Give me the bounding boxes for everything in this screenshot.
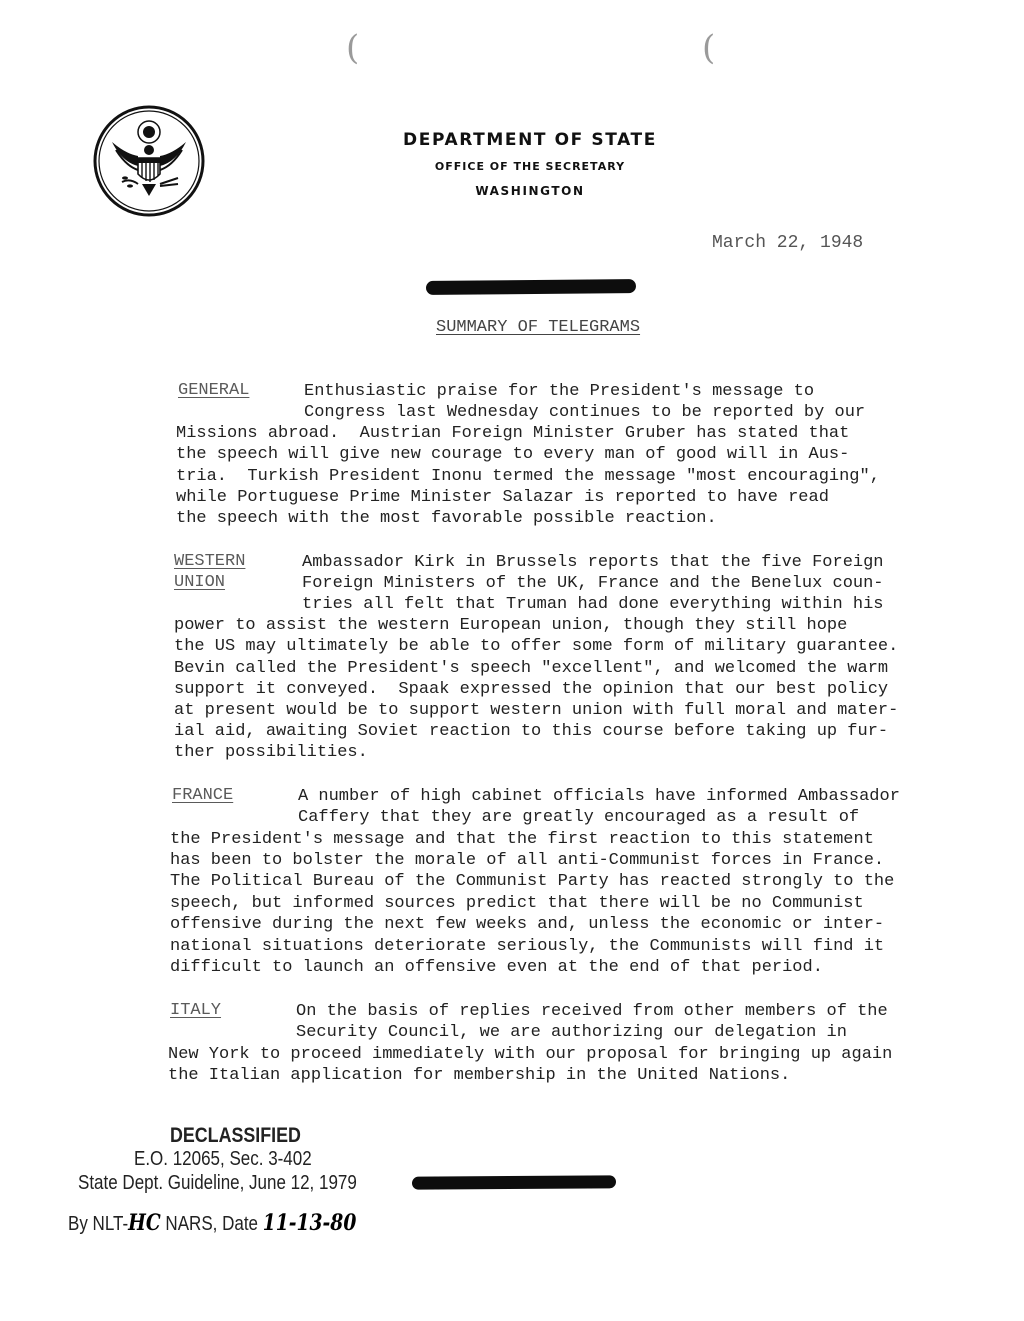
letterhead-department: DEPARTMENT OF STATE xyxy=(403,130,657,150)
france-line-6: speech, but informed sources predict that there will be no Communist xyxy=(170,894,864,913)
italy-line-2: Security Council, we are authorizing our delegation in xyxy=(296,1023,847,1042)
western-line-10: ther possibilities. xyxy=(174,743,368,762)
section-heading-general: GENERAL xyxy=(178,381,250,400)
section-heading-france: FRANCE xyxy=(172,786,234,805)
general-line-5: tria. Turkish President Inonu termed the message "most encouraging", xyxy=(176,467,880,486)
guideline-line: State Dept. Guideline, June 12, 1979 xyxy=(78,1172,357,1194)
general-line-6: while Portuguese Prime Minister Salazar is reported to have read xyxy=(176,488,829,507)
section-heading-italy: ITALY xyxy=(170,1001,222,1020)
france-line-8: national situations deteriorate seriously, the Communists will find it xyxy=(170,937,885,956)
western-line-7: support it conveyed. Spaak expressed the opinion that our best policy xyxy=(174,680,889,699)
italy-line-4: the Italian application for membership in the United Nations. xyxy=(168,1066,791,1085)
redaction-bar-top xyxy=(426,279,636,295)
western-line-6: Bevin called the President's speech "excellent", and welcomed the warm xyxy=(174,659,889,678)
general-line-3: Missions abroad. Austrian Foreign Minister Gruber has stated that xyxy=(176,424,850,443)
western-line-1: Ambassador Kirk in Brussels reports that the five Foreign xyxy=(302,553,884,572)
letterhead-city: WASHINGTON xyxy=(475,184,585,198)
executive-order-line: E.O. 12065, Sec. 3-402 xyxy=(134,1148,312,1170)
france-line-9: difficult to launch an offensive even at the end of that period. xyxy=(170,958,823,977)
western-line-5: the US may ultimately be able to offer some form of military guarantee. xyxy=(174,637,899,656)
general-line-4: the speech will give new courage to every man of good will in Aus- xyxy=(176,445,850,464)
western-line-4: power to assist the western European union, though they still hope xyxy=(174,616,848,635)
department-seal-icon xyxy=(92,104,206,218)
letterhead-office: OFFICE OF THE SECRETARY xyxy=(434,160,626,173)
document-title: SUMMARY OF TELEGRAMS xyxy=(436,318,641,337)
general-line-2: Congress last Wednesday continues to be reported by our xyxy=(304,403,866,422)
nars-label: NARS, Date xyxy=(160,1213,263,1235)
france-line-4: has been to bolster the morale of all anti-Communist forces in France. xyxy=(170,851,885,870)
section-heading-western: WESTERN xyxy=(174,552,246,571)
italy-line-1: On the basis of replies received from other members of the xyxy=(296,1002,888,1021)
handwritten-initials: HC xyxy=(128,1210,161,1236)
general-line-1: Enthusiastic praise for the President's message to xyxy=(304,382,815,401)
faint-mark-left: ( xyxy=(346,28,360,68)
western-line-2: Foreign Ministers of the UK, France and the Benelux coun- xyxy=(302,574,884,593)
document-date: March 22, 1948 xyxy=(712,233,864,253)
by-prefix: By NLT- xyxy=(68,1213,129,1235)
declassified-by-line xyxy=(68,1210,356,1236)
western-line-8: at present would be to support western union with full moral and mater- xyxy=(174,701,899,720)
western-line-3: tries all felt that Truman had done everything within his xyxy=(302,595,884,614)
handwritten-date: 11-13-80 xyxy=(262,1210,357,1236)
general-line-7: the speech with the most favorable possible reaction. xyxy=(176,509,717,528)
declassified-label: DECLASSIFIED xyxy=(170,1124,301,1147)
section-heading-union: UNION xyxy=(174,573,226,592)
france-line-2: Caffery that they are greatly encouraged as a result of xyxy=(298,808,860,827)
france-line-5: The Political Bureau of the Communist Party has reacted strongly to the xyxy=(170,872,895,891)
western-line-9: ial aid, awaiting Soviet reaction to this course before taking up fur- xyxy=(174,722,889,741)
france-line-7: offensive during the next few weeks and, unless the economic or inter- xyxy=(170,915,885,934)
redaction-bar-bottom xyxy=(412,1175,616,1189)
faint-mark-right: ( xyxy=(702,28,716,68)
italy-line-3: New York to proceed immediately with our proposal for bringing up again xyxy=(168,1045,893,1064)
france-line-3: the President's message and that the first reaction to this statement xyxy=(170,830,874,849)
france-line-1: A number of high cabinet officials have informed Ambassador xyxy=(298,787,900,806)
